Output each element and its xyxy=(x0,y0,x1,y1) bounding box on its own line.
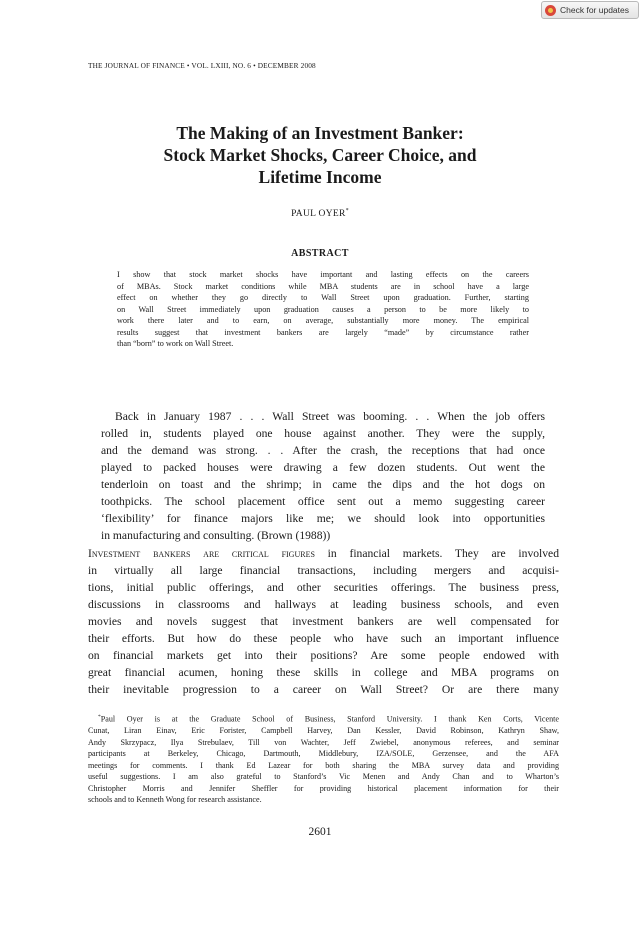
intro-line: great financial acumen, honing these skills in college and MBA programs on xyxy=(88,666,559,679)
page-number: 2601 xyxy=(308,826,332,838)
author-footnote-mark: * xyxy=(345,208,349,214)
quote-line: toothpicks. The school placement office sent out a memo suggesting career xyxy=(101,495,545,508)
quote-line: and the demand was strong. . . After the crash, the receptions that had once xyxy=(101,444,545,457)
footnote-line: meetings for comments. I thank Ed Lazear for both sharing the MBA survey data and providing xyxy=(88,760,559,770)
intro-first-line-rest: in financial markets. They are involved xyxy=(314,547,559,560)
epigraph-quote xyxy=(101,408,545,544)
intro-line: tions, initial public offerings, and other securities offerings. The business press, xyxy=(88,581,559,594)
abstract-heading: ABSTRACT xyxy=(291,248,349,259)
author-line xyxy=(90,208,550,219)
footnote-line: useful suggestions. I am also grateful to Stanford’s Vic Menen and Andy Chan and to Wharton’s xyxy=(88,772,559,782)
abstract-body xyxy=(117,269,529,350)
quote-line: played to packed houses were drawing a few dozen students. Out went the xyxy=(101,461,545,474)
title-line: Stock Market Shocks, Career Choice, and xyxy=(163,145,477,165)
footnote-line: Cunat, Liran Einav, Eric Forister, Campbell Harvey, Dan Kessler, David Robinson, Kathryn Shaw, xyxy=(88,726,559,736)
intro-lead-in: Investment bankers are critical figures xyxy=(88,547,315,560)
quote-line: in manufacturing and consulting. (Brown (1988)) xyxy=(101,529,331,542)
abstract-line: I show that stock market shocks have important and lasting effects on the careers xyxy=(117,270,529,279)
intro-line xyxy=(88,545,559,562)
footnote-line: Andy Skrzypacz, Ilya Strebulaev, Till von Wachter, Jeff Zwiebel, anonymous referees, and seminar xyxy=(88,737,559,747)
intro-line: their efforts. But how do these people who have such an important influence xyxy=(88,632,559,645)
footnote-line: schools and to Kenneth Wong for research assistance. xyxy=(88,795,262,805)
author-name: PAUL OYER xyxy=(291,209,346,220)
footnote-line: Christopher Morris and Jennifer Sheffler for providing historical placement information for their xyxy=(88,783,559,793)
abstract-line: work there later and to earn, on average, substantially more money. The empirical xyxy=(117,316,529,325)
check-for-updates-label: Check for updates xyxy=(560,5,629,15)
intro-line: discussions in classrooms and hallways at leading business schools, and even xyxy=(88,598,559,611)
intro-line: their inevitable progression to a career on Wall Street? Or are there many xyxy=(88,683,559,696)
footnote-line: participants at Berkeley, Chicago, Dartmouth, Middlebury, IZA/SOLE, Gerzensee, and the AFA xyxy=(88,749,559,759)
intro-line: movies and novels suggest that investment bankers are well compensated for xyxy=(88,615,559,628)
title-line: The Making of an Investment Banker: xyxy=(176,123,464,143)
abstract-line: of MBAs. Stock market conditions while MBA students are in school have a large xyxy=(117,281,529,291)
abstract-line: results suggest that investment bankers are largely “made” by circumstance rather xyxy=(117,327,529,337)
intro-paragraph xyxy=(88,545,559,698)
quote-line: tenderloin on toast and the shrimp; in came the dips and the hot dogs on xyxy=(101,478,545,491)
abstract-line: than “born” to work on Wall Street. xyxy=(117,339,234,348)
check-for-updates-button[interactable] xyxy=(541,1,639,19)
author-footnote xyxy=(88,712,559,806)
quote-line: rolled in, students played one house against another. They were the supply, xyxy=(101,427,545,440)
journal-header: THE JOURNAL OF FINANCE • VOL. LXIII, NO. 6 • DECEMBER 2008 xyxy=(88,61,316,70)
abstract-line: on Wall Street immediately upon graduation causes a person to be more likely to xyxy=(117,304,529,314)
quote-line: ‘flexibility’ for finance majors like me; we should look into opportunities xyxy=(101,512,545,525)
intro-line: in virtually all large financial transactions, including mergers and acquisi- xyxy=(88,564,559,577)
footnote-line: *Paul Oyer is at the Graduate School of Business, Stanford University. I thank Ken Corts, Vicente xyxy=(98,714,559,724)
quote-line: Back in January 1987 . . . Wall Street was booming. . . When the job offers xyxy=(115,410,545,423)
crossmark-icon xyxy=(545,5,556,16)
footnote-mark: * xyxy=(98,714,101,720)
abstract-line: effect on whether they go directly to Wall Street upon graduation. Further, starting xyxy=(117,293,529,302)
title-line: Lifetime Income xyxy=(258,167,382,187)
paper-title xyxy=(90,122,550,188)
intro-line: on financial markets get into their positions? Are some people endowed with xyxy=(88,649,559,662)
